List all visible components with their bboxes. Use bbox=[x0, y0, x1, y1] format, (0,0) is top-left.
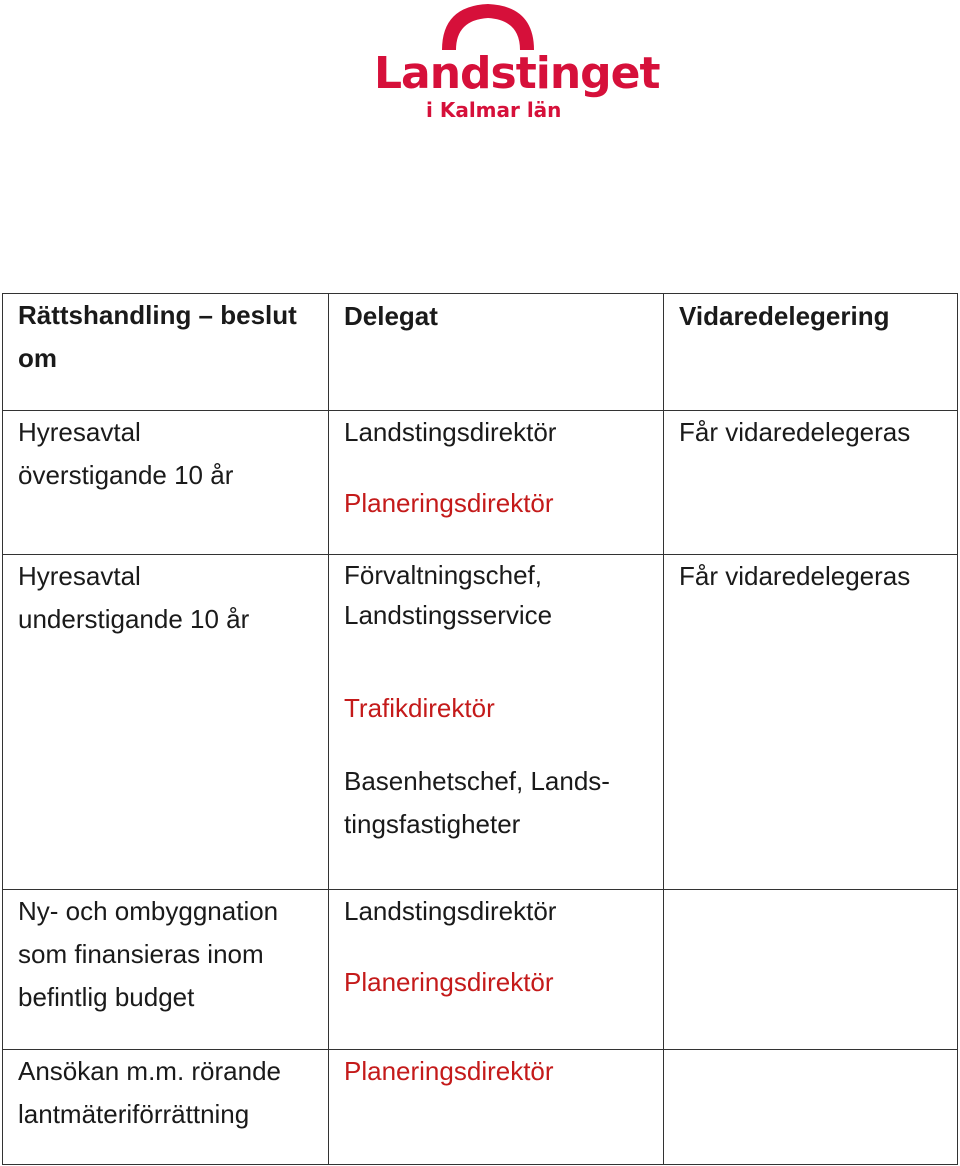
action-text: Hyresavtal bbox=[18, 561, 141, 591]
further-delegation-cell bbox=[664, 1050, 958, 1165]
delegate-cell bbox=[329, 890, 664, 1050]
action-text: understigande 10 år bbox=[18, 604, 250, 634]
column-header-delegate: Delegat bbox=[329, 294, 664, 411]
action-text: lantmäteriförrättning bbox=[18, 1099, 250, 1129]
delegate-cell bbox=[329, 555, 664, 890]
action-text: Hyresavtal bbox=[18, 417, 141, 447]
delegate-text: Basenhetschef, Lands- bbox=[344, 766, 610, 796]
table-row bbox=[3, 555, 958, 890]
column-header-further-delegation: Vidaredelegering bbox=[664, 294, 958, 411]
table-row bbox=[3, 1050, 958, 1165]
action-cell bbox=[3, 555, 329, 890]
action-text: Ny- och ombyggnation bbox=[18, 896, 279, 926]
table-header-row bbox=[3, 294, 958, 411]
logo-subtitle: i Kalmar län bbox=[426, 98, 562, 122]
delegate-cell bbox=[329, 411, 664, 555]
delegate-text: tingsfastigheter bbox=[344, 809, 521, 839]
action-cell bbox=[3, 890, 329, 1050]
delegation-table bbox=[2, 293, 958, 1165]
delegate-text-red: Planeringsdirektör bbox=[344, 488, 554, 518]
action-cell bbox=[3, 411, 329, 555]
table-row bbox=[3, 411, 958, 555]
table-row bbox=[3, 890, 958, 1050]
delegate-text: Landstingsdirektör bbox=[344, 896, 557, 926]
delegate-text: Landstingsdirektör bbox=[344, 417, 557, 447]
action-text: som finansieras inom bbox=[18, 939, 264, 969]
further-delegation-cell: Får vidaredelegeras bbox=[664, 555, 958, 890]
action-cell bbox=[3, 1050, 329, 1165]
delegate-text-red: Planeringsdirektör bbox=[344, 967, 554, 997]
action-text: överstigande 10 år bbox=[18, 460, 234, 490]
further-delegation-cell: Får vidaredelegeras bbox=[664, 411, 958, 555]
logo-wordmark: Landstinget bbox=[374, 48, 660, 99]
delegate-cell bbox=[329, 1050, 664, 1165]
delegate-text: Förvaltningschef, bbox=[344, 560, 542, 590]
column-header-action: Rättshandling – beslut om bbox=[3, 294, 329, 411]
further-delegation-cell bbox=[664, 890, 958, 1050]
delegate-text: Landstingsservice bbox=[344, 600, 553, 630]
delegate-text-red: Planeringsdirektör bbox=[344, 1056, 554, 1086]
landstinget-logo bbox=[370, 0, 660, 130]
action-text: befintlig budget bbox=[18, 982, 195, 1012]
delegate-text-red: Trafikdirektör bbox=[344, 693, 495, 723]
action-text: Ansökan m.m. rörande bbox=[18, 1056, 282, 1086]
